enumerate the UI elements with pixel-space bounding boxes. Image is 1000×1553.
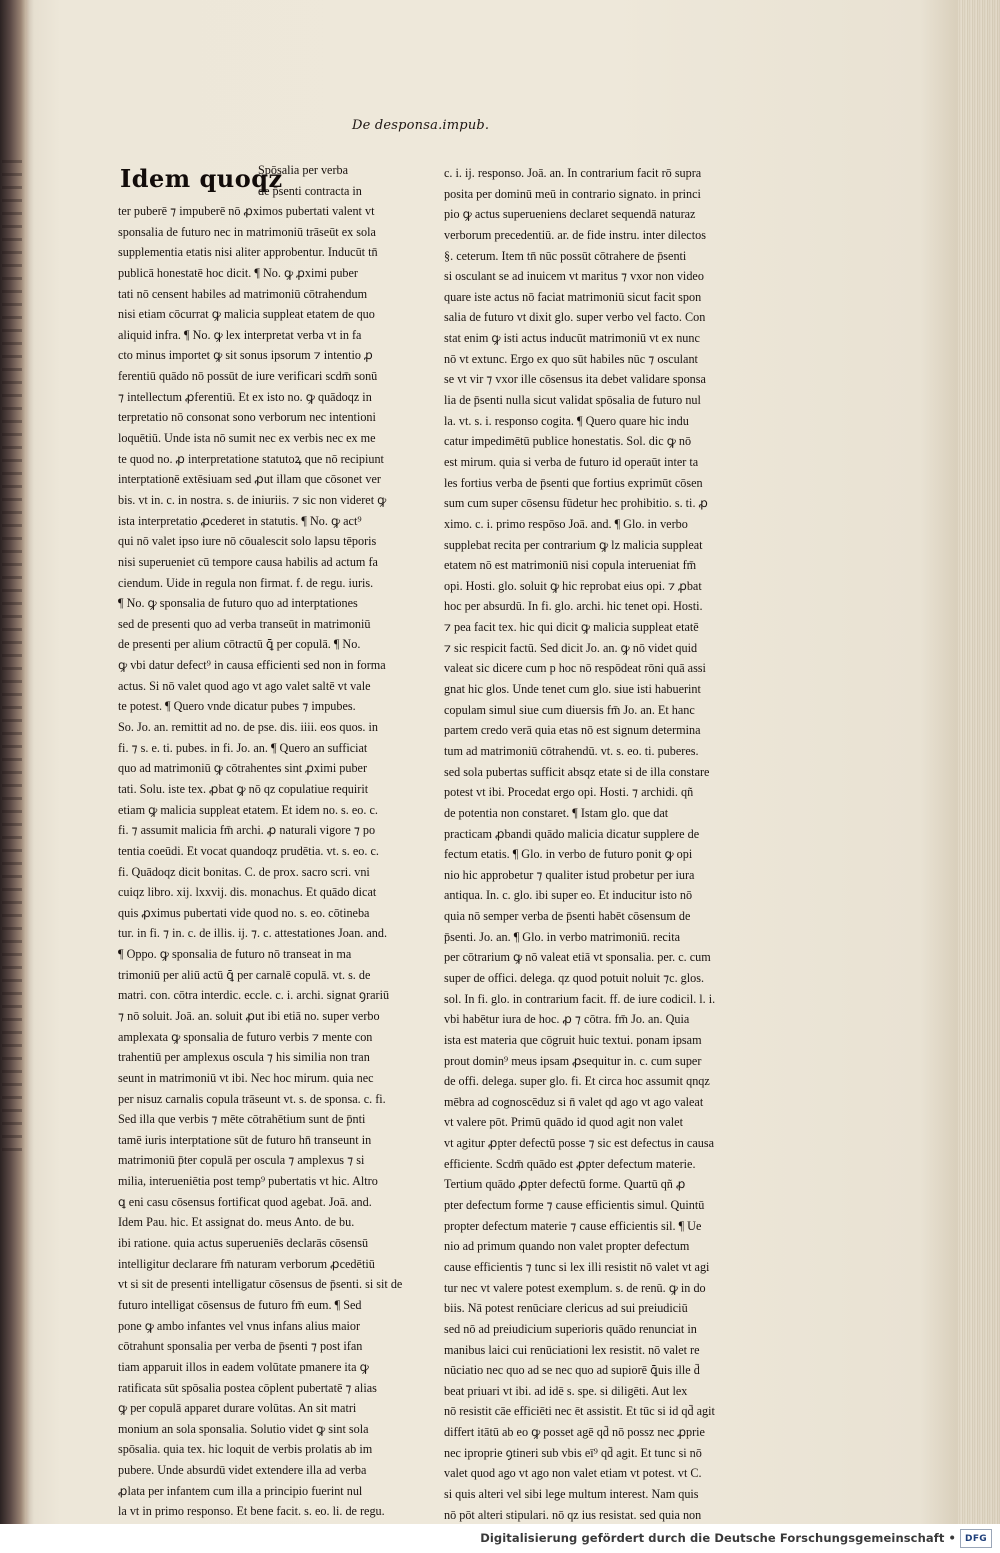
text-line: nio ad primum quando non valet propter defectum: [444, 1239, 690, 1254]
text-line: sum cum super cōsensu fūdetur hec prohibitio. s. ti. ꝓ: [444, 496, 708, 511]
text-line: Sed illa que verbis ⁊ mēte cōtrahētium sunt de p̄nti: [118, 1112, 366, 1127]
text-line: per cōtrarium ꝙ nō valeat etiā vt sponsalia. per. c. cum: [444, 950, 711, 965]
text-line: ꝙ per copulā apparet durare volūtas. An sit matri: [118, 1401, 357, 1416]
text-line: copulam simul siue cum diuersis fm̄ Jo. an. Et hanc: [444, 702, 695, 717]
text-line: sed nō ad preiudicium superioris quādo renunciat in: [444, 1321, 697, 1336]
text-line: futuro intelligat cōsensus de futuro fm̄ eum. ¶ Sed: [118, 1297, 362, 1312]
text-line: tum ad matrimoniū cōtrahendū. vt. s. eo. ti. puberes.: [444, 743, 699, 758]
text-line: sponsalia de futuro nec in matrimoniū trāseūt ex sola: [118, 224, 376, 239]
text-line: partem credo verā quia etas nō est signum determina: [444, 723, 701, 738]
text-line: beat priuari vt ibi. ad idē s. spe. si diligēti. Aut lex: [444, 1383, 688, 1398]
text-line: practicam ꝓbandi quādo malicia dicatur supplere de: [444, 826, 700, 841]
text-line: pubere. Unde absurdū videt extendere illa ad verba: [118, 1463, 367, 1478]
text-line: prout domin⁹ meus ipsam ꝓsequitur in. c. cum super: [444, 1053, 702, 1068]
text-line: cuiqz libro. xij. lxxvij. dis. monachus. Et quādo dicat: [118, 885, 377, 900]
text-line: quis ꝓximus pubertati vide quod no. s. eo. cōtineba: [118, 905, 370, 920]
text-line: So. Jo. an. remittit ad no. de pse. dis. iiii. eos quos. in: [118, 720, 378, 735]
text-line: catur impedimētū publice honestatis. Sol. dic ꝙ nō: [444, 434, 692, 449]
text-line: tamē iuris interptatione sūt de futuro hn̄ transeunt in: [118, 1132, 372, 1147]
text-line: ¶ No. ꝙ sponsalia de futuro quo ad interptationes: [118, 596, 358, 611]
rubric-side-text: [258, 160, 374, 201]
text-line: ⁊ pea facit tex. hic qui dicit ꝙ malicia suppleat etatē: [444, 620, 699, 635]
text-line: nisi superueniet cū tempore causa habilis ad actum fa: [118, 554, 378, 569]
text-line: opi. Hosti. glo. soluit ꝙ hic reprobat eius opi. ⁊ ꝓbat: [444, 578, 702, 593]
text-line: milia, interueniētia post temp⁹ pubertatis vt hic. Altro: [118, 1174, 378, 1189]
text-line: loquētiū. Unde ista nō sumit nec ex verbis nec ex me: [118, 431, 376, 446]
text-line: ⁊ nō soluit. Joā. an. soluit ꝓut ibi etiā no. super verbo: [118, 1008, 380, 1023]
text-line: ꝙ vbi datur defect⁹ in causa efficienti sed non in forma: [118, 658, 386, 673]
text-line: ter puberē ⁊ impuberē nō ꝓximos pubertati valent vt: [118, 204, 375, 218]
text-line: bis. vt in. c. in nostra. s. de iniuriis. ⁊ sic non videret ꝙ: [118, 492, 387, 507]
text-line: spōsalia. quia tex. hic loquit de verbis prolatis ab im: [118, 1442, 373, 1457]
text-line: quia nō semper verba de p̄senti habēt cōsensum de: [444, 909, 691, 924]
text-line: pio ꝙ actus superueniens declaret sequendā naturaz: [444, 207, 696, 222]
text-line: qui nō valet ipso iure nō cōualescit solo lapsu tēporis: [118, 534, 377, 549]
text-line: nō vt extunc. Ergo ex quo sūt habiles nūc ⁊ osculant: [444, 351, 698, 366]
text-line: ratificata sūt spōsalia postea cōplent pubertatē ⁊ alias: [118, 1380, 377, 1395]
text-line: de p̄senti contracta in: [258, 183, 362, 198]
text-line: stat enim ꝙ isti actus inducūt matrimoniū vt ex nunc: [444, 331, 700, 346]
text-line: efficiente. Scdm̄ quādo est ꝓpter defectum materie.: [444, 1156, 696, 1171]
funding-credit: Digitalisierung gefördert durch die Deutsche Forschungsgemeinschaft •: [480, 1531, 956, 1545]
facing-page-bleed: [2, 160, 22, 1160]
text-line: pone ꝙ ambo infantes vel vnus infans alius maior: [118, 1318, 361, 1333]
text-line: quare iste actus nō faciat matrimoniū sicut facit spon: [444, 289, 702, 304]
text-line: vt agitur ꝓpter defectū posse ⁊ sic est defectus in causa: [444, 1136, 714, 1151]
text-line: te potest. ¶ Quero vnde dicatur pubes ⁊ impubes.: [118, 699, 356, 714]
text-line: sed sola pubertas sufficit absqz etate si de illa constare: [444, 764, 710, 779]
right-column: [444, 163, 716, 1525]
text-line: tur nec vt valere potest exemplum. s. de renū. ꝙ in do: [444, 1280, 706, 1295]
text-line: Idem Pau. hic. Et assignat do. meus Anto. de bu.: [118, 1215, 355, 1230]
text-line: trimoniū per aliū actū ꝗ̄ per carnalē copulā. vt. s. de: [118, 967, 371, 982]
text-line: matrimoniū p̄ter copulā per oscula ⁊ amplexus ⁊ si: [118, 1153, 365, 1168]
right-column-lines: [444, 163, 716, 1525]
text-line: vt valere pōt. Primū quādo id quod agit non valet: [444, 1115, 683, 1130]
text-line: valet quod ago vt ago non valet etiam vt potest. vt C.: [444, 1466, 702, 1481]
rubric-row: [118, 160, 370, 201]
text-line: la vt in primo responso. Et bene facit. s. eo. li. de regu.: [118, 1504, 385, 1519]
text-line: tur. in fi. ⁊ in. c. de illis. ij. ⁊. c. attestationes Joan. and.: [118, 926, 388, 941]
text-line: ciendum. Uide in regula non firmat. f. de regu. iuris.: [118, 575, 374, 590]
text-line: manibus laici cui renūciationi lex resistit. nō valet re: [444, 1342, 700, 1357]
text-line: cto minus importet ꝙ sit sonus ipsorum ⁊ intentio ꝓ: [118, 348, 373, 363]
text-line: ibi ratione. quia actus superueniēs declarās cōsensū: [118, 1236, 369, 1251]
text-line: intelligitur declarare fm̄ naturam verborum ꝓcedētiū: [118, 1256, 375, 1271]
text-line: si osculant se ad inuicem vt maritus ⁊ vxor non video: [444, 269, 704, 284]
text-line: Spōsalia per verba: [258, 163, 349, 177]
text-line: ista interpretatio ꝓcederet in statutis. ¶ No. ꝙ act⁹: [118, 513, 362, 528]
text-line: nio hic approbetur ⁊ qualiter istud probetur per iura: [444, 867, 695, 882]
text-line: super de offici. delega. qz quod potuit noluit ⁊c. glos.: [444, 970, 705, 985]
text-line: mēbra ad cognoscēduz si n̄ valet qd ago vt ago valeat: [444, 1094, 704, 1109]
text-line: p̄senti. Jo. an. ¶ Glo. in verbo matrimoniū. recita: [444, 929, 681, 944]
text-line: biis. Nā potest renūciare clericus ad sui preiudiciū: [444, 1301, 688, 1316]
facing-page-edge: [0, 0, 26, 1553]
text-line: nūciatio nec quo ad se nec quo ad supiorē ꝗ̄uis ille d̄: [444, 1363, 700, 1378]
text-line: gnat hic glos. Unde tenet cum glo. siue isti habuerint: [444, 682, 701, 697]
text-line: sed de presenti quo ad verba transeūt in matrimoniū: [118, 616, 371, 631]
text-line: sol. In fi. glo. in contrarium facit. ff. de iure codicil. l. i.: [444, 991, 716, 1006]
text-line: differt itātū ab eo ꝙ posset agē qd̄ nō possz nec ꝓprie: [444, 1425, 705, 1440]
text-line: se vt vir ⁊ vxor ille cōsensus ita debet validare sponsa: [444, 372, 706, 387]
text-line: de potentia non constaret. ¶ Istam glo. que dat: [444, 805, 669, 820]
running-head: De desponsa.impub.: [352, 118, 490, 133]
text-line: quo ad matrimoniū ꝙ cōtrahentes sint ꝓximi puber: [118, 761, 368, 776]
left-column-lines: [118, 201, 403, 1522]
text-line: lia de p̄senti nulla sicut validat spōsalia de futuro nul: [444, 393, 701, 408]
text-line: ferentiū quādo nō possūt de iure verificari scdm̄ sonū: [118, 369, 378, 384]
text-line: tati nō censent habiles ad matrimoniū cōtrahendum: [118, 286, 368, 301]
text-line: Tertium quādo ꝓpter defectū forme. Quartū qñ ꝓ: [444, 1177, 686, 1192]
text-line: nisi etiam cōcurrat ꝙ malicia suppleat etatem de quo: [118, 307, 375, 322]
text-line: pter defectum forme ⁊ cause efficientis simul. Quintū: [444, 1198, 705, 1213]
text-line: la. vt. s. i. responso cogita. ¶ Quero quare hic indu: [444, 413, 689, 428]
text-line: fi. ⁊ s. e. ti. pubes. in fi. Jo. an. ¶ Quero an sufficiat: [118, 740, 368, 755]
text-line: tati. Solu. iste tex. ꝓbat ꝙ nō qz copulatiue requirit: [118, 781, 369, 796]
text-line: est mirum. quia si verba de futuro id operaūt inter ta: [444, 454, 699, 469]
text-line: amplexata ꝙ sponsalia de futuro verbis ⁊ mente con: [118, 1029, 373, 1044]
text-line: ⁊ sic respicit factū. Sed dicit Jo. an. ꝙ nō videt quid: [444, 640, 698, 655]
rubric-initial: Idem quoqz: [120, 164, 283, 193]
text-line: ¶ Oppo. ꝙ sponsalia de futuro nō transeat in ma: [118, 947, 352, 962]
text-line: §. ceterum. Item tn̄ nūc possūt cōtrahere de p̄senti: [444, 248, 687, 263]
text-line: posita per dominū meū in contrario signato. in princi: [444, 186, 701, 201]
text-line: de offi. delega. super glo. fi. Et circa hoc assumit qnqz: [444, 1074, 710, 1089]
text-line: ista est materia que cōgruit huic textui. ponam ipsam: [444, 1032, 702, 1047]
text-line: ꝗ eni casu cōsensus fortificat quod agebat. Joā. and.: [118, 1194, 372, 1209]
dfg-logo-icon: DFG: [960, 1529, 992, 1548]
text-line: per nisuz carnalis copula trāseunt vt. s. de sponsa. c. fi.: [118, 1091, 386, 1106]
text-line: nō pōt alteri stipulari. nō qz ius resistat. sed quia non: [444, 1507, 702, 1522]
text-line: etatem nō est matrimoniū nisi copula interueniat fm̄: [444, 558, 697, 573]
text-line: potest vt ibi. Procedat ergo opi. Hosti. ⁊ archidi. qñ: [444, 785, 694, 800]
text-line: vbi habētur iura de hoc. ꝓ ⁊ cōtra. fm̄ Jo. an. Quia: [444, 1012, 690, 1027]
text-line: tentia coeūdi. Et vocat quandoqz prudētia. vt. s. eo. c.: [118, 843, 379, 858]
book-page-edges: [958, 0, 1000, 1553]
text-line: supplementia etatis nisi aliter approbentur. Inducūt tn̄: [118, 245, 378, 260]
text-line: actus. Si nō valet quod ago vt ago valet saltē vt vale: [118, 678, 371, 693]
footer-bar: [0, 1524, 1000, 1553]
text-line: seunt in matrimoniū vt ibi. Nec hoc mirum. quia nec: [118, 1070, 374, 1085]
text-line: tiam apparuit illos in eadem volūtate pmanere ita ꝙ: [118, 1359, 369, 1374]
text-line: publicā honestatē hoc dicit. ¶ No. ꝙ ꝓximi puber: [118, 265, 358, 280]
text-line: ⁊ intellectum ꝓferentiū. Et ex isto no. ꝙ quādoqz in: [118, 389, 372, 404]
text-line: matri. con. cōtra interdic. eccle. c. i. archi. signat ꝯrariū: [118, 988, 390, 1003]
text-line: fi. Quādoqz dicit bonitas. C. de prox. sacro scri. vni: [118, 864, 370, 879]
text-line: cōtrahunt sponsalia per verba de p̄senti ⁊ post ifan: [118, 1339, 363, 1354]
text-line: nō resistit cāe efficiēti nec ēt assistit. Et tūc si id qd̄ agit: [444, 1404, 715, 1419]
text-line: propter defectum materie ⁊ cause efficientis sil. ¶ Ue: [444, 1218, 702, 1233]
text-line: fi. ⁊ assumit malicia fm̄ archi. ꝓ naturali vigore ⁊ po: [118, 823, 376, 838]
text-line: interptationē extēsiuam sed ꝓut illam que cōsonet ver: [118, 472, 381, 487]
text-line: salia de futuro vt dixit glo. super verbo vel facto. Con: [444, 310, 706, 325]
text-line: antiqua. In. c. glo. ibi super eo. Et inducitur isto nō: [444, 888, 693, 903]
text-line: ximo. c. i. primo respōso Joā. and. ¶ Glo. in verbo: [444, 516, 688, 531]
left-column: [118, 160, 403, 1522]
text-line: te quod no. ꝓ interpretatione statutoꝝ que nō recipiunt: [118, 451, 384, 466]
text-line: hoc per absurdū. In fi. glo. archi. hic tenet opi. Hosti.: [444, 599, 703, 614]
text-line: terpretatio nō consonat sono verborum nec intentioni: [118, 410, 376, 425]
text-line: etiam ꝙ malicia suppleat etatem. Et idem no. s. eo. c.: [118, 802, 378, 817]
text-line: supplebat recita per contrarium ꝙ lz malicia suppleat: [444, 537, 703, 552]
text-line: valeat sic dicere cum p hoc nō respōdeat rōni quā assi: [444, 661, 706, 676]
text-line: cause efficientis ⁊ tunc si lex illi resistit nō valet vt agi: [444, 1259, 710, 1274]
text-line: de presenti per alium cōtractū ꝗ̄ per copulā. ¶ No.: [118, 637, 361, 652]
text-line: c. i. ij. responso. Joā. an. In contrarium facit rō supra: [444, 166, 702, 180]
text-line: nec iproprie ꝯtineri sub vbis eī⁹ qd̄ agit. Et tunc si nō: [444, 1445, 702, 1460]
text-line: fectum etatis. ¶ Glo. in verbo de futuro ponit ꝙ opi: [444, 847, 693, 862]
text-line: vt si sit de presenti intelligatur cōsensus de p̄senti. si sit de: [118, 1277, 403, 1292]
text-line: aliquid infra. ¶ No. ꝙ lex interpretat verba vt in fa: [118, 327, 362, 342]
text-line: verborum precedentiū. ar. de fide instru. inter dilectos: [444, 227, 706, 242]
text-line: monium an sola sponsalia. Solutio videt ꝙ sint sola: [118, 1421, 369, 1436]
text-line: ꝓlata per infantem cum illa a principio fuerint nul: [118, 1483, 363, 1498]
text-line: les fortius verba de p̄senti que fortius exprimūt cōsen: [444, 475, 703, 490]
text-line: trahentiū per amplexus oscula ⁊ his similia non tran: [118, 1050, 370, 1065]
text-line: si quis alteri vel sibi lege multum interest. Nam quis: [444, 1487, 699, 1501]
